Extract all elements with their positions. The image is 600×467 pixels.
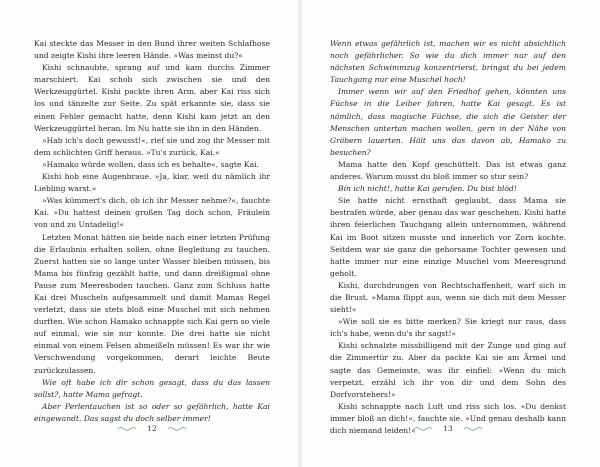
paragraph: Mama hatte den Kopf geschüttelt. Das ist etwas ganz anderes. Warum musst du bloß immer so stur sein? [330,159,566,182]
page-number: 13 [443,424,453,433]
left-page-footer [34,424,270,433]
paragraph: »Was kümmert's dich, ob ich ihr Messer nehme?«, fauchte Kai. »Du hattest deinen großen Tag doch schon, Fräulein von und zu Untadelig!« [34,196,270,230]
paragraph: Wie oft habe ich dir schon gesagt, dass du das lassen sollst?, hatte Mama gefragt. [34,377,270,399]
wave-ornament-icon [117,426,139,432]
paragraph: Kishi schnaubte, sprang auf und kam durchs Zimmer marschiert. Kai schob sich zwischen sie und den Werkzeuggürtel. Kishi packte ihren Arm, aber Kai riss sich los und tänzelte zur Seite. Zu spät erkannte sie, dass sie einen Fehler gemacht hatte, denn Kishi kam jetzt an den Werkzeuggürtel heran. Im Nu hatte sie ihn in den Händen. [34,63,270,133]
book-gutter [298,0,302,467]
paragraph: »Hamako würde wollen, dass ich es behalte«, sagte Kai. [42,159,259,169]
paragraph: »Wie soll sie es bitte merken? Sie kriegt nur raus, dass ich's habe, wenn du's ihr sagst!« [330,317,566,339]
right-page-footer [330,424,566,433]
wave-ornament-icon [461,426,483,432]
paragraph: Kai steckte das Messer in den Bund ihrer weiten Schlafhose und zeigte Kishi ihre leeren Hände. »Was meinst du?« [34,39,270,61]
paragraph: Sie hatte nicht ernsthaft geglaubt, dass Mama sie bestrafen würde, aber genau das war geschehen. Kishi hatte ihren feierlichen Tauchgang allein unternommen, während Kai im Boot sitzen musste und innerlich vor Zorn kochte. Seitdem war sie ganz die gehorsame Tochter gewesen und hatte immer nur eine einzige Muschel vom Meeresgrund geholt. [330,196,566,278]
paragraph: Kishi schnappte nach Luft und riss sich los. »Du denkst immer bloß an dich!«, fauchte sie. »Und genau deshalb kann dich niemand leiden!« [330,401,566,435]
left-page [34,38,270,425]
paragraph: Immer wenn wir auf den Friedhof gehen, könnten uns Füchse in die Leiber fahren, hatte Kai gesagt. Es ist nämlich, dass magische Füchse, die sich die Geister der Menschen untertan machen wollen, gern in der Nähe von Gräbern lauerten. Hält uns das davon ab, Hamako zu besuchen? [330,87,566,157]
page-number: 12 [147,424,157,433]
paragraph: »Hab ich's doch gewusst!«, rief sie und zog ihr Messer mit dem schlichten Griff heraus. »Tu's zurück, Kai.« [34,135,270,157]
paragraph: Kishi, durchdrungen von Rechtschaffenheit, warf sich in die Brust. »Mama flippt aus, wenn sie dich mit dem Messer sieht!« [330,280,566,315]
paragraph: Bin ich nicht!, hatte Kai gerufen. Du bist blöd! [338,184,517,194]
paragraph: Letzten Monat hätten sie beide nach einer letzten Prüfung die Erlaubnis erhalten sollen, ohne Begleitung zu tauchen. Zuerst hatten sie so lange unter Wasser bleiben müssen, bis Mama bis fünfzig gezählt hatte, und dann dreißigmal ohne Pause zum Meeresboden tauchen. Ganz zum Schluss hatte Kai drei Muscheln aufgesammelt und damit Mamas Regel verletzt, dass sie stets bloß eine Muschel mit sich nehmen durften. Wie schon Hamako schnappte sich Kai gern so viele auf einmal, wie sie nur konnte. Die drei hatte sie nicht einmal von einem Felsen abmeißeln müssen! Es war ihr wie Verschwendung vorgekommen, derart leichte Beute zurückzulassen. [34,232,270,375]
paragraph: Kishi schnalzte missbilligend mit der Zunge und ging auf die Zimmertür zu. Aber da packte Kai sie am Ärmel und sagte das Gemeinste, was ihr einfiel: »Wenn du mich verpetzt, erzähl ich ihr von dir und dem Sohn des Dorfvorstehers!« [330,341,566,399]
paragraph: Aber Perlentauchen ist so oder so gefährlich, hatte Kai eingewandt. Das sagst du doch selber immer! [34,401,270,423]
wave-ornament-icon [413,426,435,432]
wave-ornament-icon [165,426,187,432]
paragraph: Kishi hob eine Augenbraue. »Ja, klar, weil du nämlich ihr Liebling warst.« [34,172,270,194]
right-page [330,38,566,437]
paragraph: Wenn etwas gefährlich ist, machen wir es nicht absichtlich noch gefährlicher. So wie du dich immer nur auf den nächsten Schwimmzug konzentrierst, bringst du bei jedem Tauchgang nur eine Muschel hoch! [330,39,566,85]
